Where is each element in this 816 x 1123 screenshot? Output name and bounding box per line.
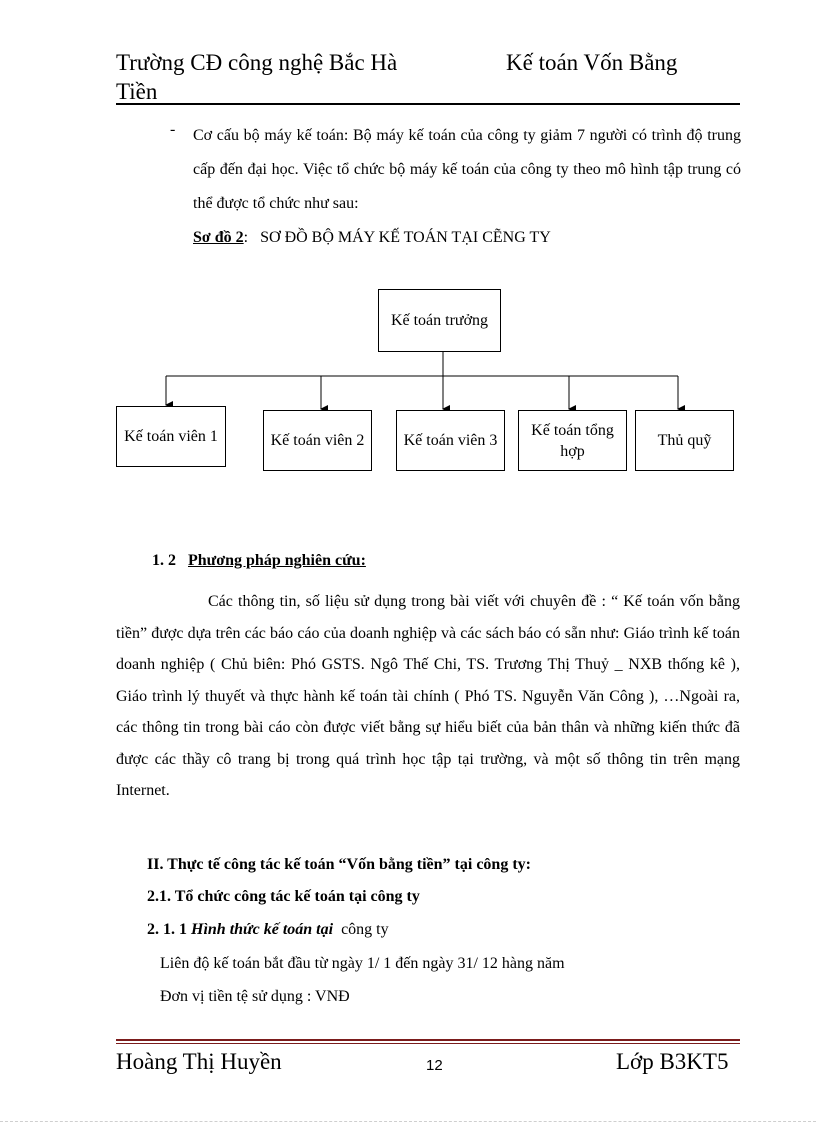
org-box-ke-toan-vien-1: Kế toán viên 1 <box>116 406 226 467</box>
intro-paragraph: Cơ cấu bộ máy kế toán: Bộ máy kế toán của công ty giảm 7 người có trình độ trung cấp đến đại học. Việc tổ chức bộ máy kế toán của công ty theo mô hình tập trung có thể được tổ chức như sau: <box>193 127 741 212</box>
org-box-ke-toan-vien-2: Kế toán viên 2 <box>263 410 372 471</box>
diagram-label: Sơ đồ 2 <box>193 229 244 246</box>
currency-line: Đơn vị tiền tệ sử dụng : VNĐ <box>160 988 350 1005</box>
footer-author: Hoàng Thị Huyền <box>116 1049 282 1074</box>
footer-divider <box>116 1039 740 1041</box>
org-box-ke-toan-truong: Kế toán trưởng <box>378 289 501 352</box>
page-number: 12 <box>426 1057 443 1074</box>
org-box-thu-quy: Thủ quỹ <box>635 410 734 471</box>
bullet-dash: - <box>170 121 176 138</box>
diagram-title: SƠ ĐỒ BỘ MÁY KẾ TOÁN TẠI CẼNG TY <box>260 229 551 246</box>
diagram-caption: Sơ đồ 2: SƠ ĐỒ BỘ MÁY KẾ TOÁN TẠI CẼNG TY <box>193 229 551 246</box>
section-ii-heading: II. Thực tế công tác kế toán “Vốn bằng tiền” tại công ty: <box>147 856 531 873</box>
header-school: Trường CĐ công nghệ Bắc Hà Tiền <box>116 50 398 104</box>
footer-divider-thin <box>116 1043 740 1044</box>
footer-class: Lớp B3KT5 <box>616 1049 729 1074</box>
fiscal-year-line: Liên độ kế toán bắt đầu từ ngày 1/ 1 đến ngày 31/ 12 hàng năm <box>160 955 565 972</box>
section-2-1-1-heading: 2. 1. 1 Hình thức kế toán tại công ty <box>147 921 389 938</box>
section-2-1-heading: 2.1. Tổ chức công tác kế toán tại công ty <box>147 888 420 905</box>
org-box-ke-toan-tong-hop: Kế toán tổng hợp <box>518 410 627 471</box>
section-1-2-paragraph: Các thông tin, số liệu sử dụng trong bài viết với chuyên đề : “ Kế toán vốn bằng tiền” được dựa trên các báo cáo của doanh nghiệp và các sách báo có sẵn như: Giáo trình kế toán doanh nghiệp ( Chủ biên: Phó GSTS. Ngô Thế Chi, TS. Trương Thị Thuỷ _ NXB thống kê ), Giáo trình lý thuyết và thực hành kế toán tài chính ( Phó TS. Nguyễn Văn Công ), …Ngoài ra, các thông tin trong bài cáo còn được viết bằng sự hiểu biết của bản thân và những kiến thức đã được các thầy cô trang bị trong quá trình học tập tại trường, và một số thông tin trên mạng Internet. <box>116 593 740 799</box>
header-subject: Kế toán Vốn Bằng <box>506 50 678 75</box>
page-bottom-edge <box>0 1121 816 1122</box>
org-box-ke-toan-vien-3: Kế toán viên 3 <box>396 410 505 471</box>
section-1-2-heading: 1. 2 Phương pháp nghiên cứu: <box>152 552 366 569</box>
